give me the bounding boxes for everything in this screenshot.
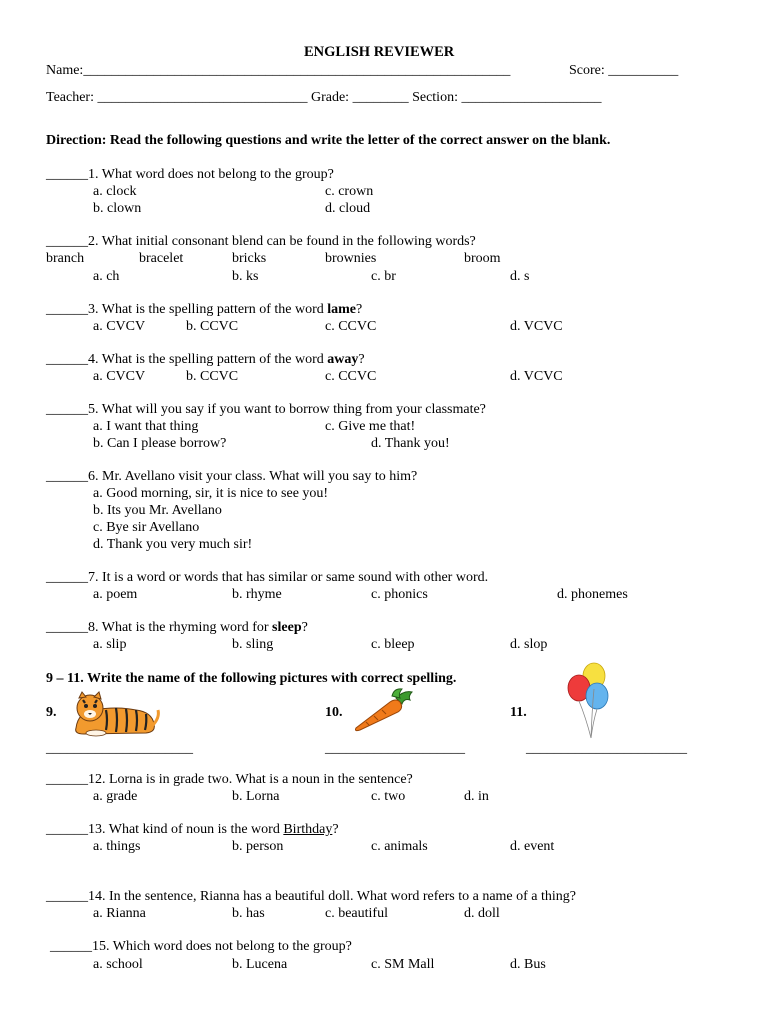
q14-option-b: b. has [232,906,265,921]
q2-option-a: a. ch [93,269,120,284]
q3-option-d: d. VCVC [510,319,563,334]
q5-option-a: a. I want that thing [93,419,199,434]
q2-word: bracelet [139,251,184,266]
q6-option-a: a. Good morning, sir, it is nice to see you! [93,486,329,501]
q13-option-b: b. person [232,839,284,854]
name-label: Name: [46,63,84,78]
q8-option-d: d. slop [510,637,548,652]
q14-option-a: a. Rianna [93,906,146,921]
page-title: ENGLISH REVIEWER [304,44,455,60]
q4-option-c: c. CCVC [325,369,377,384]
q15-option-d: d. Bus [510,957,546,972]
grade-field[interactable]: ________ [352,90,409,105]
teacher-row [46,89,601,106]
question-6: ______6. Mr. Avellano visit your class. What will you say to him? [46,469,418,484]
question-3: ______3. What is the spelling pattern of the word lame? [46,302,363,317]
question-12: ______12. Lorna is in grade two. What is a noun in the sentence? [46,772,413,787]
answer-blank[interactable]: ______ [46,352,88,367]
q8-option-b: b. sling [232,637,274,652]
section-label: Section: [412,90,458,105]
teacher-field[interactable]: ______________________________ [97,90,308,105]
q7-option-b: b. rhyme [232,587,282,602]
q3-option-a: a. CVCV [93,319,146,334]
q4-option-a: a. CVCV [93,369,146,384]
answer-blank[interactable]: ______ [46,620,88,635]
item-number-11: 11. [510,705,527,720]
q2-option-d: d. s [510,269,530,284]
q15-option-a: a. school [93,957,143,972]
question-2: ______2. What initial consonant blend can be found in the following words? [46,234,476,249]
answer-blank[interactable]: ______ [50,939,92,954]
target-word: Birthday [283,822,333,837]
answer-line-9[interactable]: _____________________ [46,741,193,756]
question-1: ______1. What word does not belong to the group? [46,167,334,182]
q12-option-d: d. in [464,789,489,804]
item-number-10: 10. [325,705,343,720]
target-word: lame [327,302,357,317]
question-13: ______13. What kind of noun is the word Birthday? [46,822,339,837]
q15-option-b: b. Lucena [232,957,288,972]
q6-option-d: d. Thank you very much sir! [93,537,253,552]
q4-option-d: d. VCVC [510,369,563,384]
answer-blank[interactable]: ______ [46,469,88,484]
q5-option-d: d. Thank you! [371,436,450,451]
answer-blank[interactable]: ______ [46,772,88,787]
q8-option-a: a. slip [93,637,127,652]
carrot-icon [352,688,416,734]
question-4: ______4. What is the spelling pattern of the word away? [46,352,365,367]
question-7: ______7. It is a word or words that has similar or same sound with other word. [46,570,489,585]
name-field[interactable]: _____________________________________________________________ [83,63,511,78]
q1-option-b: b. clown [93,201,142,216]
q2-option-c: c. br [371,269,396,284]
answer-blank[interactable]: ______ [46,889,88,904]
question-14: ______14. In the sentence, Rianna has a beautiful doll. What word refers to a name of a thing? [46,889,577,904]
pictures-heading: 9 – 11. Write the name of the following pictures with correct spelling. [46,671,457,686]
q2-word: bricks [232,251,267,266]
q12-option-a: a. grade [93,789,138,804]
q13-option-a: a. things [93,839,141,854]
q6-option-b: b. Its you Mr. Avellano [93,503,222,518]
q3-option-c: c. CCVC [325,319,377,334]
q13-option-c: c. animals [371,839,428,854]
q15-option-c: c. SM Mall [371,957,435,972]
q1-option-c: c. crown [325,184,374,199]
answer-line-11[interactable]: _______________________ [526,741,687,756]
answer-line-10[interactable]: ____________________ [325,741,465,756]
q5-option-b: b. Can I please borrow? [93,436,227,451]
teacher-label: Teacher: [46,90,94,105]
q14-option-d: d. doll [464,906,500,921]
answer-blank[interactable]: ______ [46,822,88,837]
q4-option-b: b. CCVC [186,369,239,384]
q13-option-d: d. event [510,839,555,854]
q3-option-b: b. CCVC [186,319,239,334]
grade-label: Grade: [310,90,350,105]
target-word: away [327,352,359,367]
score-field[interactable]: __________ [608,63,679,78]
q14-option-c: c. beautiful [325,906,388,921]
q5-option-c: c. Give me that! [325,419,416,434]
q2-word: broom [464,251,501,266]
item-number-9: 9. [46,705,57,720]
direction: Direction: Read the following questions and write the letter of the correct answer on the blank. [46,133,611,148]
q6-option-c: c. Bye sir Avellano [93,520,200,535]
q1-option-d: d. cloud [325,201,371,216]
answer-blank[interactable]: ______ [46,570,88,585]
name-row [46,62,510,79]
q1-option-a: a. clock [93,184,137,199]
q7-option-d: d. phonemes [557,587,628,602]
q12-option-b: b. Lorna [232,789,280,804]
score-row [569,62,678,79]
answer-blank[interactable]: ______ [46,402,88,417]
q2-word: brownies [325,251,377,266]
answer-blank[interactable]: ______ [46,234,88,249]
tiger-icon [66,688,162,738]
target-word: sleep [272,620,302,635]
answer-blank[interactable]: ______ [46,167,88,182]
section-field[interactable]: ____________________ [461,90,602,105]
q12-option-c: c. two [371,789,406,804]
answer-blank[interactable]: ______ [46,302,88,317]
q7-option-c: c. phonics [371,587,428,602]
question-5: ______5. What will you say if you want to borrow thing from your classmate? [46,402,486,417]
question-15: ______15. Which word does not belong to the group? [50,939,352,954]
q7-option-a: a. poem [93,587,138,602]
q2-option-b: b. ks [232,269,259,284]
q2-word: branch [46,251,85,266]
q8-option-c: c. bleep [371,637,415,652]
score-label: Score: [569,63,605,78]
balloons-icon [564,662,614,740]
question-8: ______8. What is the rhyming word for sleep? [46,620,308,635]
